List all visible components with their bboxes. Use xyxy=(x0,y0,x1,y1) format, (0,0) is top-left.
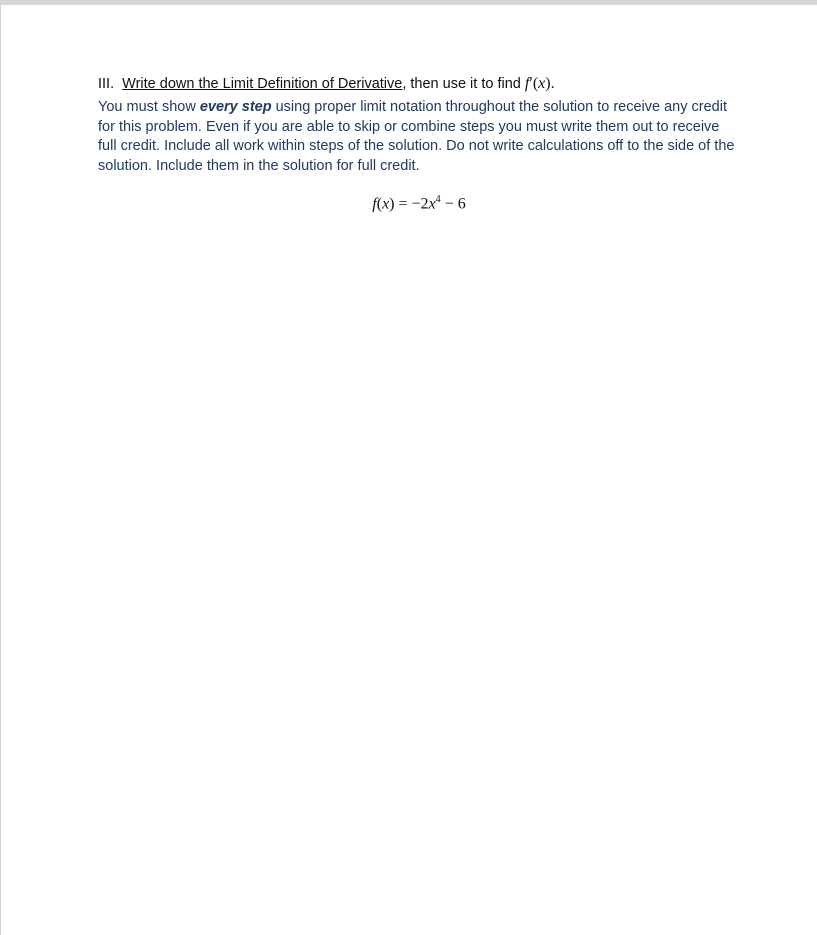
document-page xyxy=(1,5,817,935)
emphasis-every-step: every step xyxy=(199,99,272,115)
instruction-rest: , then use it to find xyxy=(402,76,521,92)
derivative-target: f′(x). xyxy=(524,75,555,92)
instructions-paragraph: You must show every step using proper limit notation throughout the solution to receive any credit for this problem. Even if you are able to skip or combine steps you must write them out to receive full credit. Include all work within steps of the solution. Do not write calculations off to the side of the solution. Include them in the solution for full credit. xyxy=(98,99,735,174)
problem-block xyxy=(98,74,738,213)
instruction-underlined: Write down the Limit Definition of Derivative xyxy=(122,76,403,92)
problem-heading xyxy=(98,74,738,94)
problem-numeral: III. xyxy=(98,76,115,92)
function-formula: $f(x) = -2x^4 - 6$ xyxy=(372,194,466,213)
